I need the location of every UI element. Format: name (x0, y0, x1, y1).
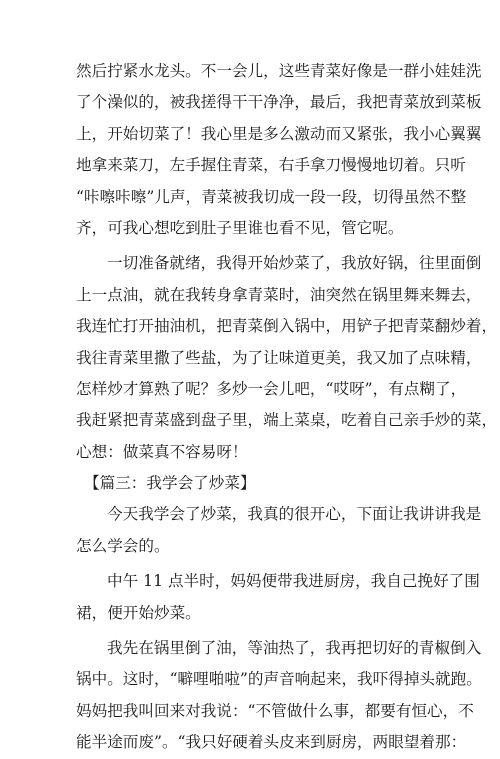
text-line: 地拿来菜刀，左手握住青菜，右手拿刀慢慢地切着。只听 (76, 156, 466, 175)
text-line: “咔嚓咔嚓”儿声，青菜被我切成一段一段，切得虽然不整 (76, 187, 467, 206)
text-line: 了个澡似的，被我搓得干干净净，最后，我把青菜放到菜板 (76, 93, 482, 112)
text-line: 能半途而废”。“我只好硬着头皮来到厨房，两眼望着那： (76, 733, 467, 752)
text-line: 怎么学会的。 (76, 536, 170, 555)
text-line: 妈妈把我叫回来对我说：“不管做什么事，都要有恒心，不 (76, 701, 474, 720)
section-heading: 【篇三：我学会了炒菜】 (84, 474, 256, 493)
text-line: 一切准备就绪，我得开始炒菜了，我放好锅，往里面倒 (107, 254, 482, 273)
text-line: 齐，可我心想吃到肚子里谁也看不见，管它呢。 (76, 218, 404, 237)
text-line: 然后拧紧水龙头。不一会儿，这些青菜好像是一群小娃娃洗 (76, 62, 482, 80)
text-line: 锅中。这时，“噼哩啪啦”的声音响起来，我吓得掉头就跑。 (76, 670, 482, 689)
text-line: 我连忙打开抽油机，把青菜倒入锅中，用铲子把青菜翻炒着， (76, 317, 498, 336)
text-line: 怎样炒才算熟了呢？多炒一会儿吧，“哎呀”，有点糊了， (76, 379, 467, 398)
text-line: 裙，便开始炒菜。 (76, 603, 201, 622)
text-line: 我先在锅里倒了油，等油热了，我再把切好的青椒倒入 (107, 639, 482, 658)
text-line: 上一点油，就在我转身拿青菜时，油突然在锅里舞来舞去， (76, 285, 482, 304)
text-line: 上，开始切菜了！我心里是多么激动而又紧张，我小心翼翼 (76, 124, 482, 143)
text-line: 我往青菜里撒了些盐，为了让味道更美，我又加了点味精， (76, 348, 482, 367)
text-line: 我赶紧把青菜盛到盘子里，端上菜桌，吃着自己亲手炒的菜， (76, 411, 498, 430)
text-line: 今天我学会了炒菜，我真的很开心，下面让我讲讲我是 (107, 505, 482, 524)
article-body (76, 56, 498, 759)
text-line: 中午 11 点半时，妈妈便带我进厨房，我自己挽好了围 (107, 572, 480, 591)
text-line: 心想：做菜真不容易呀！ (76, 442, 248, 461)
